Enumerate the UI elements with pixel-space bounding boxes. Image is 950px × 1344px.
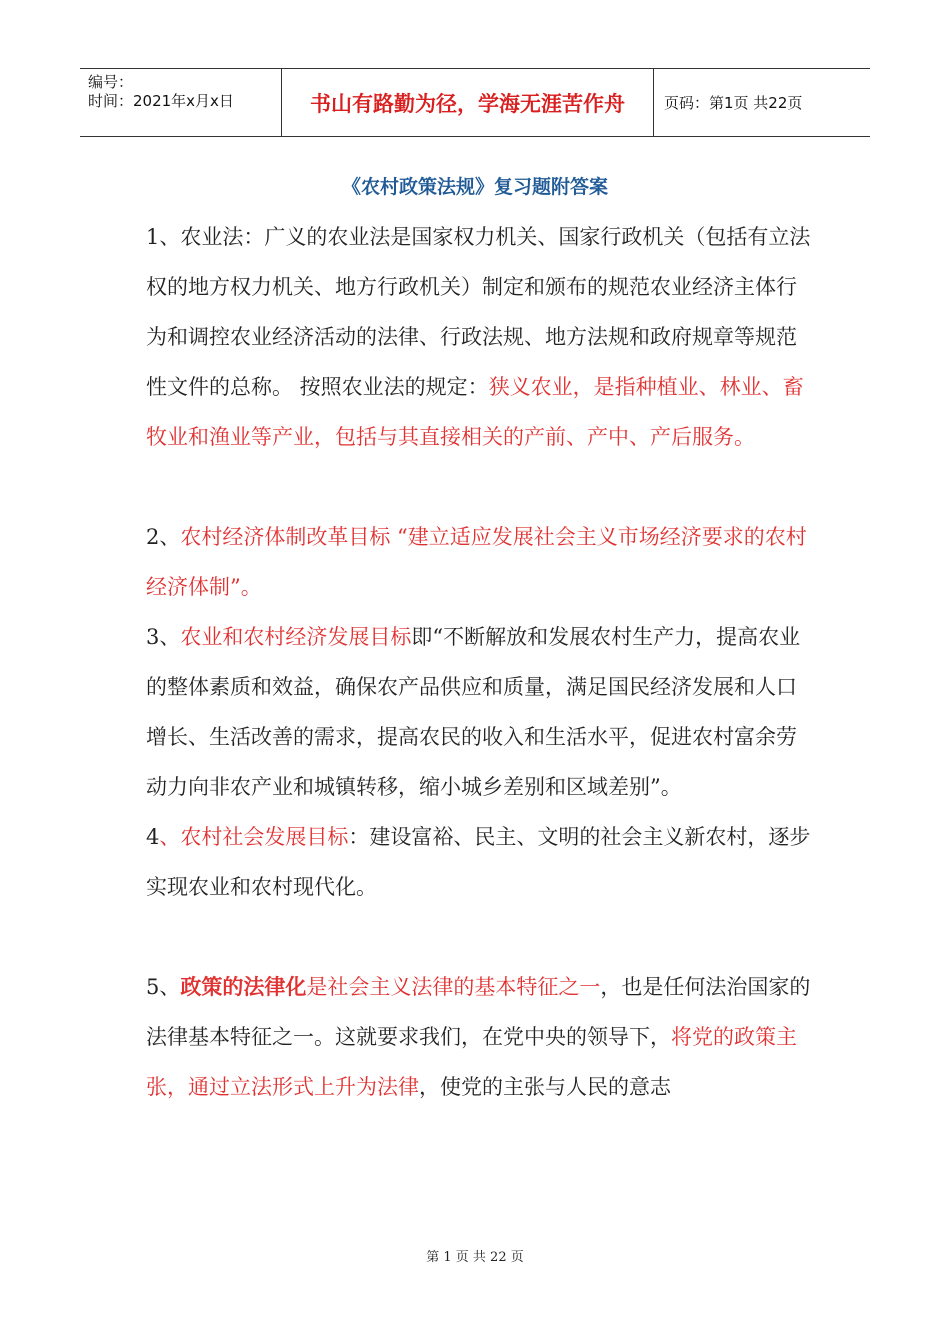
page-footer: 第 1 页 共 22 页 [426, 1250, 524, 1265]
date-label: 时间：2021年x月x日 [88, 92, 234, 110]
item-2-number: 2、 [146, 525, 181, 549]
item-5-number: 5、 [146, 975, 181, 999]
number-label: 编号： [88, 73, 134, 91]
spacer [146, 912, 811, 962]
item-5-highlight-1: 是社会主义法律的基本特征之一 [306, 975, 601, 999]
item-4-number: 4 [146, 825, 160, 849]
header-info-cell [80, 69, 282, 136]
item-3-highlight: 农业和农村经济发展目标 [180, 625, 412, 649]
item-5 [146, 962, 811, 1112]
item-5-text-2: ，使党的主张与人民的意志 [419, 1075, 671, 1099]
item-4 [146, 812, 811, 912]
item-1-text: 1、农业法：广义的农业法是国家权力机关、国家行政机关（包括有立法权的地方权力机关、地方行政机关）制定和颁布的规范农业经济主体行为和调控农业经济活动的法律、行政法规、地方法规和政府规章等规范性文件的总称。 按照农业法的规定： [146, 225, 811, 399]
item-2 [146, 512, 811, 612]
item-1-highlight: 狭义农业，是指种植业、林业、畜牧业和渔业等产业，包括与其直接相关的产前、产中、产后服务。 [146, 375, 804, 449]
header-page-info: 页码：第1页 共22页 [664, 94, 803, 112]
item-3 [146, 612, 811, 812]
item-4-text: ：建设富裕、民主、文明的社会主义新农村，逐步实现农业和农村现代化。 [146, 825, 811, 899]
item-4-highlight: 、农村社会发展目标 [159, 825, 349, 849]
document-body [146, 212, 811, 1112]
document-title: 《农村政策法规》复习题附答案 [341, 176, 608, 198]
item-1 [146, 212, 811, 462]
item-3-text: 即“不断解放和发展农村生产力，提高农业的整体素质和效益，确保农产品供应和质量，满足国民经济发展和人口增长、生活改善的需求，提高农民的收入和生活水平，促进农村富余劳动力向非农产业和城镇转移，缩小城乡差别和区域差别”。 [146, 625, 801, 799]
item-2-highlight: 农村经济体制改革目标 “建立适应发展社会主义市场经济要求的农村经济体制”。 [146, 525, 807, 599]
item-5-term: 政策的法律化 [180, 974, 307, 999]
item-3-number: 3、 [146, 625, 181, 649]
item-5-highlight-2: 将党的政策主张，通过立法形式上升为法律 [146, 1025, 797, 1099]
header-table [80, 68, 870, 137]
item-5-text-1: ，也是任何法治国家的法律基本特征之一。这就要求我们，在党中央的领导下， [146, 975, 811, 1049]
spacer [146, 462, 811, 512]
header-motto: 书山有路勤为径，学海无涯苦作舟 [282, 69, 654, 136]
